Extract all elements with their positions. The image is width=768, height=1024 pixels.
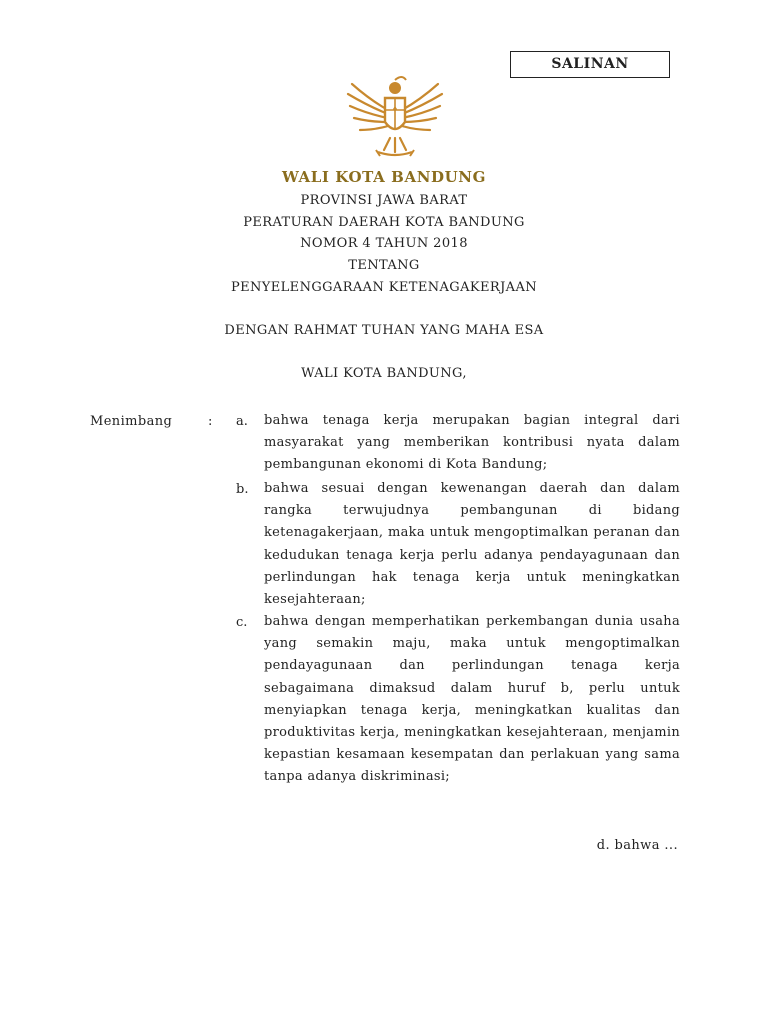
salinan-stamp: SALINAN — [510, 51, 670, 78]
about-line: TENTANG — [348, 258, 420, 273]
document-title: WALI KOTA BANDUNG — [281, 168, 487, 186]
next-page-marker: d. bahwa ... — [596, 838, 678, 853]
item-letter-a: a. — [236, 414, 248, 429]
blessing-line: DENGAN RAHMAT TUHAN YANG MAHA ESA — [224, 323, 544, 338]
regulation-number: NOMOR 4 TAHUN 2018 — [300, 236, 468, 251]
considering-colon: : — [208, 414, 213, 429]
regulation-line: PERATURAN DAERAH KOTA BANDUNG — [243, 215, 525, 230]
garuda-emblem-icon — [340, 70, 450, 160]
considering-item-b: bahwa sesuai dengan kewenangan daerah dan dalam rangka terwujudnya pembangunan di bidang ketenagakerjaan, maka untuk mengoptimalkan peranan dan kedudukan tenaga kerja perlu adanya pendayagunaan dan perlindungan hak tenaga kerja untuk meningkatkan kesejahteraan; — [264, 481, 680, 608]
province-line: PROVINSI JAWA BARAT — [300, 193, 468, 208]
considering-item-a: bahwa tenaga kerja merupakan bagian integral dari masyarakat yang memberikan kontribusi nyata dalam pembangunan ekonomi di Kota Bandung; — [264, 413, 680, 473]
subject-line: PENYELENGGARAAN KETENAGAKERJAAN — [230, 280, 538, 295]
considering-item-c: bahwa dengan memperhatikan perkembangan dunia usaha yang semakin maju, maka untuk mengoptimalkan pendayagunaan dan perlindungan tenaga kerja sebagaimana dimaksud dalam huruf b, perlu untuk menyiapkan tenaga kerja, meningkatkan kualitas dan produktivitas kerja, meningkatkan kesejahteraan, menjamin kepastian kesamaan kesempatan dan perlakuan yang sama tanpa adanya diskriminasi; — [264, 614, 680, 785]
item-letter-c: c. — [236, 615, 248, 630]
considering-label: Menimbang — [90, 414, 173, 429]
official-line: WALI KOTA BANDUNG, — [301, 366, 467, 381]
item-letter-b: b. — [236, 482, 249, 497]
